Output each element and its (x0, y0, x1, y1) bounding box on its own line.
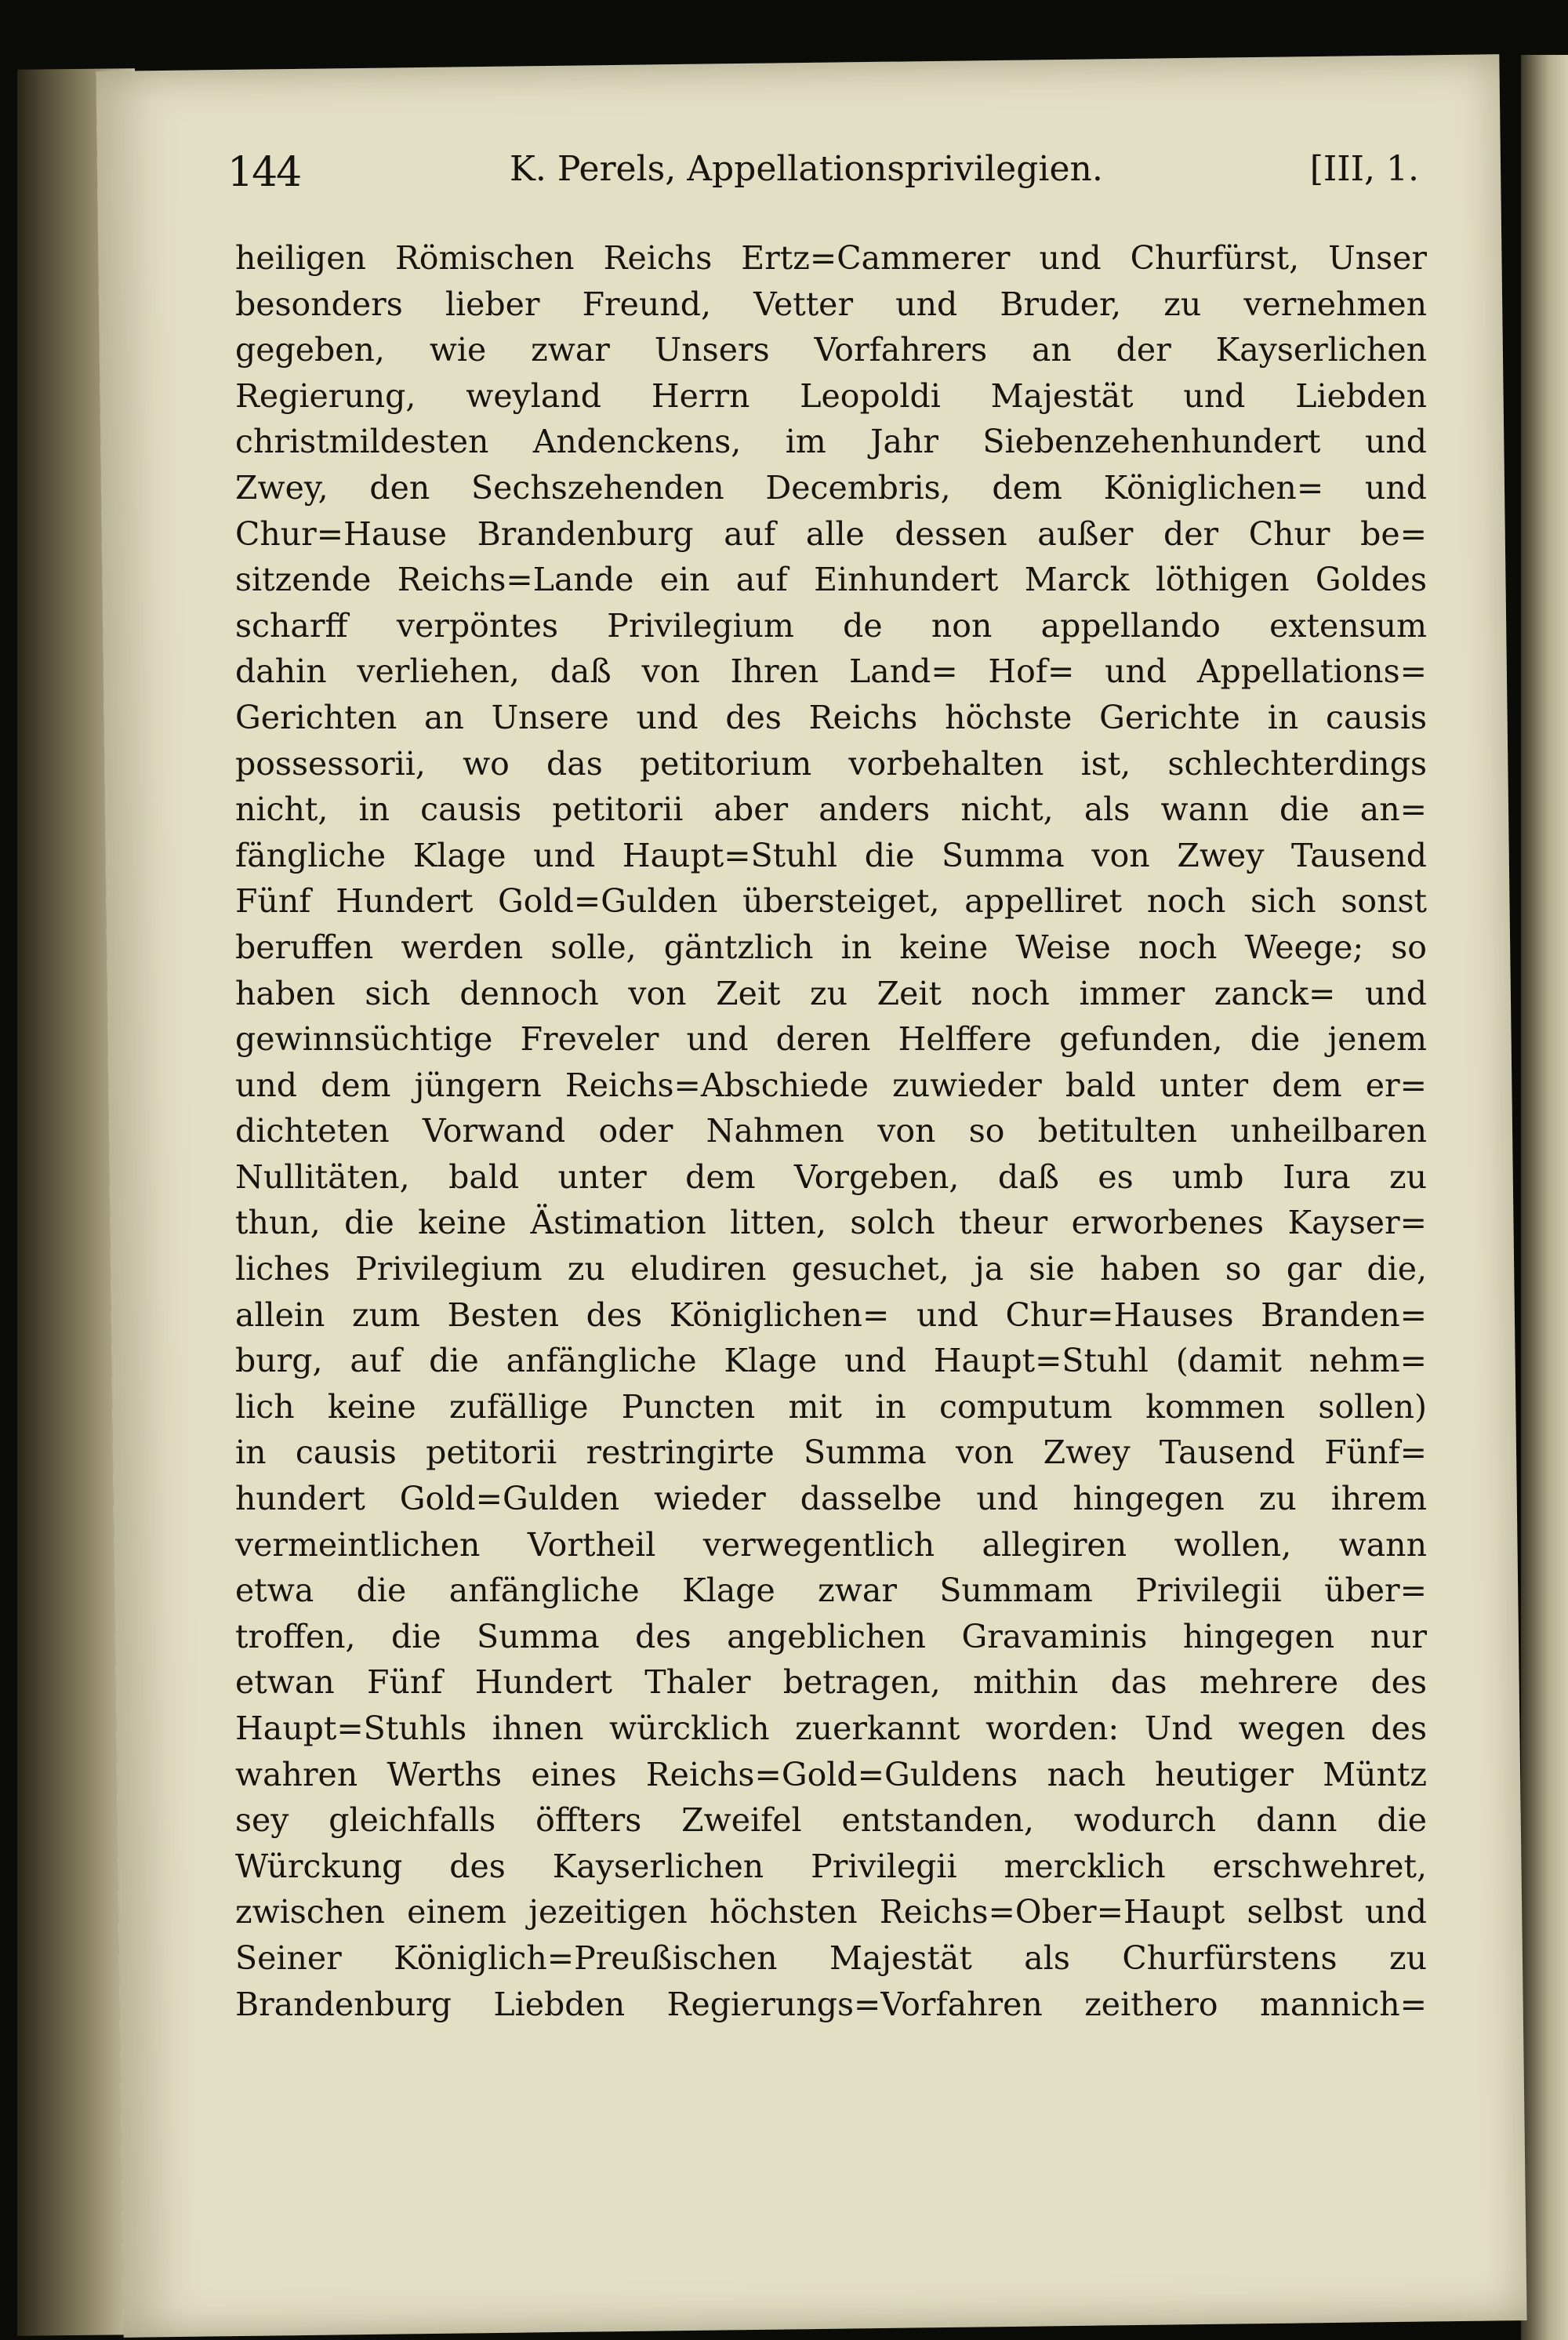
text-line: Haupt=Stuhls ihnen würcklich zuerkannt worden: Und wegen des (235, 1710, 1427, 1747)
text-line: zwischen einem jezeitigen höchsten Reichs=Ober=Haupt selbst und (235, 1893, 1427, 1931)
text-line: besonders lieber Freund, Vetter und Bruder, zu vernehmen (235, 285, 1427, 323)
page-number: 144 (227, 149, 301, 196)
text-line: scharff verpöntes Privilegium de non appellando extensum (235, 606, 1427, 645)
text-line: sey gleichfalls öffters Zweifel entstanden, wodurch dann die (235, 1801, 1427, 1840)
text-line: etwan Fünf Hundert Thaler betragen, mithin das mehrere des (235, 1663, 1427, 1702)
section-reference: [III, 1. (1309, 149, 1419, 189)
text-line: nicht, in causis petitorii aber anders nicht, als wann die an= (235, 790, 1427, 829)
text-line: allein zum Besten des Königlichen= und Chur=Hauses Branden= (235, 1295, 1427, 1334)
body-text (235, 235, 1427, 2027)
text-line: Seiner Königlich=Preußischen Majestät als Churfürstens zu (235, 1938, 1427, 1977)
text-line: Würckung des Kayserlichen Privilegii mercklich erschwehret, (235, 1847, 1427, 1885)
text-line: sitzende Reichs=Lande ein auf Einhundert Marck löthigen Goldes (235, 561, 1427, 599)
text-line: gegeben, wie zwar Unsers Vorfahrers an der Kayserlichen (235, 331, 1427, 369)
text-line: Zwey, den Sechszehenden Decembris, dem Königlichen= und (235, 468, 1427, 507)
text-line: Gerichten an Unsere und des Reichs höchste Gerichte in causis (235, 698, 1427, 736)
text-line: Chur=Hause Brandenburg auf alle dessen außer der Chur be= (235, 514, 1427, 553)
text-line: possessorii, wo das petitorium vorbehalten ist, schlechterdings (235, 744, 1427, 783)
text-line: dichteten Vorwand oder Nahmen von so betitulten unheilbaren (235, 1112, 1427, 1150)
text-line: fängliche Klage und Haupt=Stuhl die Summa von Zwey Tausend (235, 836, 1427, 874)
text-line: thun, die keine Ästimation litten, solch theur erworbenes Kayser= (235, 1204, 1427, 1242)
text-line: lich keine zufällige Puncten mit in computum kommen sollen) (235, 1387, 1427, 1426)
text-line: etwa die anfängliche Klage zwar Summam Privilegii über= (235, 1572, 1427, 1610)
text-line: wahren Werths eines Reichs=Gold=Guldens nach heutiger Müntz (235, 1755, 1427, 1793)
text-line: dahin verliehen, daß von Ihren Land= Hof= und Appellations= (235, 652, 1427, 691)
running-head (227, 149, 1419, 212)
text-line: Regierung, weyland Herrn Leopoldi Majestät und Liebden (235, 376, 1427, 415)
text-line: christmildesten Andenckens, im Jahr Siebenzehenhundert und (235, 423, 1427, 461)
text-line: Nullitäten, bald unter dem Vorgeben, daß es umb Iura zu (235, 1157, 1427, 1196)
text-line: heiligen Römischen Reichs Ertz=Cammerer und Churfürst, Unser (235, 239, 1427, 277)
text-line: und dem jüngern Reichs=Abschiede zuwieder bald unter dem er= (235, 1066, 1427, 1104)
text-line: hundert Gold=Gulden wieder dasselbe und hingegen zu ihrem (235, 1480, 1427, 1518)
text-line: haben sich dennoch von Zeit zu Zeit noch immer zanck= und (235, 974, 1427, 1012)
facing-page-edge (1521, 55, 1568, 2340)
text-line: vermeintlichen Vortheil verwegentlich allegiren wollen, wann (235, 1525, 1427, 1564)
text-line: gewinnsüchtige Freveler und deren Helffere gefunden, die jenem (235, 1020, 1427, 1059)
text-line: Brandenburg Liebden Regierungs=Vorfahren zeithero mannich= (235, 1985, 1427, 2023)
text-line: Fünf Hundert Gold=Gulden übersteiget, appelliret noch sich sonst (235, 882, 1427, 921)
text-line: liches Privilegium zu eludiren gesuchet, ja sie haben so gar die, (235, 1250, 1427, 1288)
text-line: burg, auf die anfängliche Klage und Haupt=Stuhl (damit nehm= (235, 1342, 1427, 1380)
text-line: beruffen werden solle, gäntzlich in keine Weise noch Weege; so (235, 928, 1427, 966)
running-title: K. Perels, Appellationsprivilegien. (510, 149, 1103, 189)
text-line: troffen, die Summa des angeblichen Gravaminis hingegen nur (235, 1617, 1427, 1655)
text-line: in causis petitorii restringirte Summa von Zwey Tausend Fünf= (235, 1433, 1427, 1472)
